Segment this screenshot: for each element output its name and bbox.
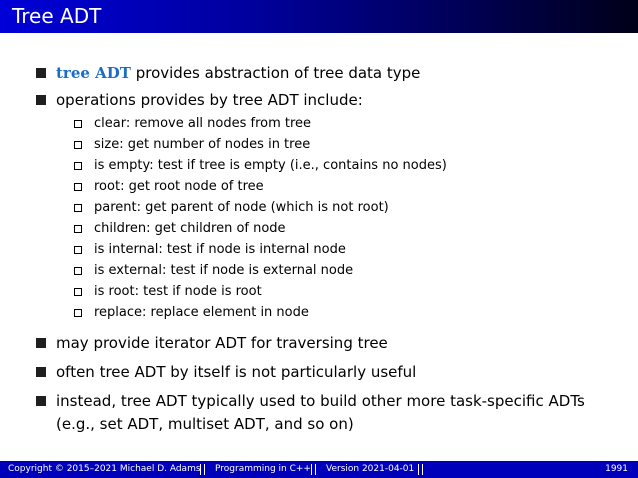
footer-separator bbox=[418, 464, 423, 475]
footer-separator bbox=[311, 464, 316, 475]
bullet-text: often tree ADT by itself is not particularly useful bbox=[56, 363, 417, 381]
hollow-square-bullet-icon bbox=[74, 162, 82, 170]
footer-version: Version 2021-04-01 bbox=[326, 464, 415, 474]
term-tree-adt: tree ADT bbox=[56, 64, 131, 82]
bullet-text: operations provides by tree ADT include: bbox=[56, 91, 363, 109]
footer-course: Programming in C++ bbox=[215, 464, 311, 474]
bullet-square-icon bbox=[36, 95, 46, 105]
bullet-text: may provide iterator ADT for traversing tree bbox=[56, 334, 388, 352]
bullet-text-line1: instead, tree ADT typically used to build other more task-specific ADTs bbox=[56, 392, 585, 410]
hollow-square-bullet-icon bbox=[74, 225, 82, 233]
bullet-square-icon bbox=[36, 396, 46, 406]
slide-title-bar bbox=[0, 0, 638, 33]
bullet-square-icon bbox=[36, 68, 46, 78]
hollow-square-bullet-icon bbox=[74, 120, 82, 128]
hollow-square-bullet-icon bbox=[74, 246, 82, 254]
footer-page-number: 1991 bbox=[605, 464, 628, 474]
hollow-square-bullet-icon bbox=[74, 267, 82, 275]
footer-separator bbox=[200, 464, 205, 475]
hollow-square-bullet-icon bbox=[74, 204, 82, 212]
slide-footer bbox=[0, 461, 638, 478]
hollow-square-bullet-icon bbox=[74, 183, 82, 191]
hollow-square-bullet-icon bbox=[74, 141, 82, 149]
bullet-text: provides abstraction of tree data type bbox=[130, 64, 421, 82]
hollow-square-bullet-icon bbox=[74, 309, 82, 317]
bullet-square-icon bbox=[36, 367, 46, 377]
slide-title: Tree ADT bbox=[12, 4, 102, 28]
footer-copyright: Copyright © 2015–2021 Michael D. Adams bbox=[8, 464, 201, 474]
bullet-text-line2: (e.g., set ADT, multiset ADT, and so on) bbox=[56, 415, 354, 433]
hollow-square-bullet-icon bbox=[74, 288, 82, 296]
bullet-square-icon bbox=[36, 338, 46, 348]
